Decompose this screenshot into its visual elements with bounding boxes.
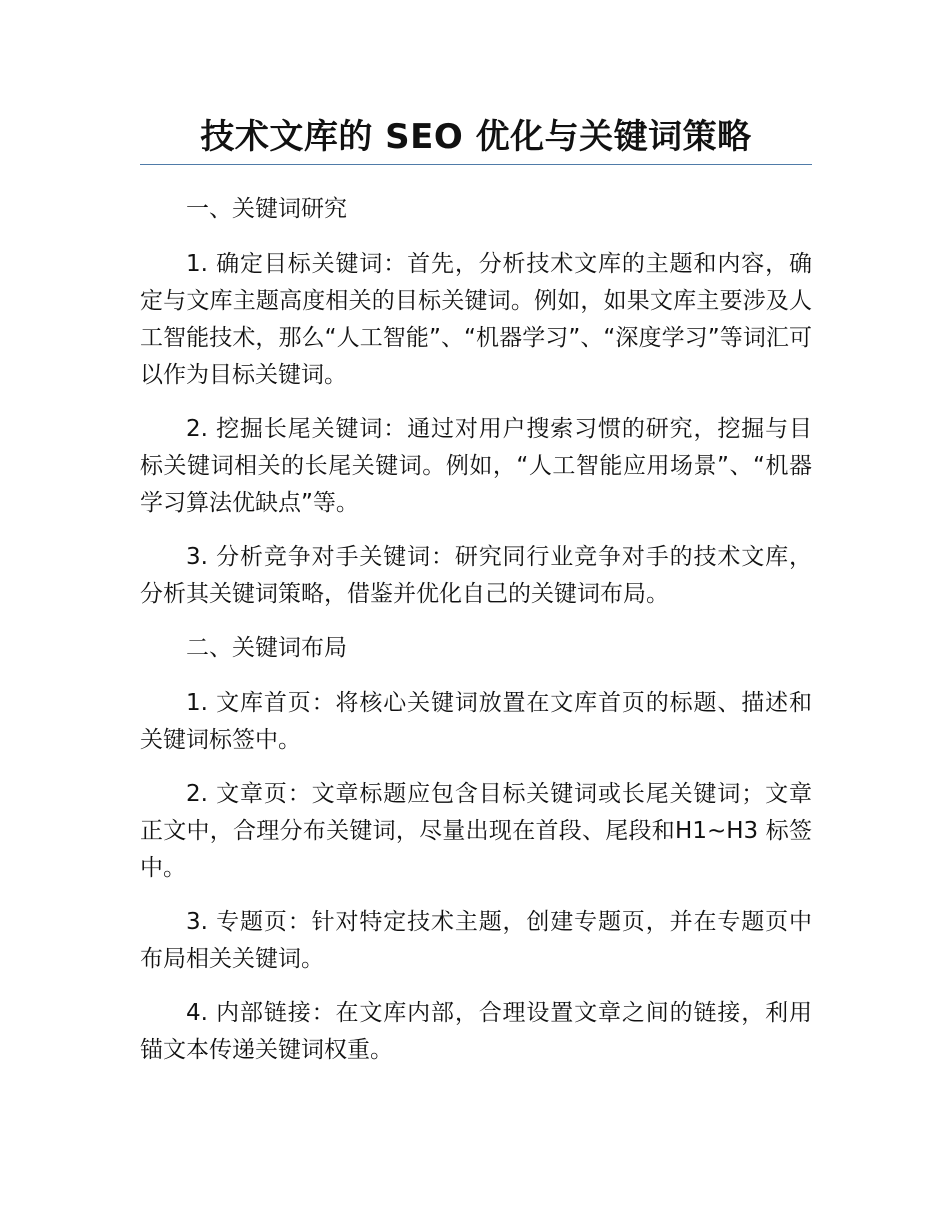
document-page — [140, 0, 812, 1086]
section-heading: 一、关键词研究 — [186, 196, 347, 222]
paragraph: 1. 文库首页：将核心关键词放置在文库首页的标题、描述和关键词标签中。 — [140, 690, 812, 753]
paragraph: 2. 挖掘长尾关键词：通过对用户搜索习惯的研究，挖掘与目标关键词相关的长尾关键词。例如，“人工智能应用场景”、“机器学习算法优缺点”等。 — [140, 416, 812, 516]
paragraph: 1. 确定目标关键词：首先，分析技术文库的主题和内容，确定与文库主题高度相关的目标关键词。例如，如果文库主要涉及人工智能技术，那么“人工智能”、“机器学习”、“深度学习”等词汇可以作为目标关键词。 — [140, 251, 812, 388]
paragraph: 3. 分析竞争对手关键词：研究同行业竞争对手的技术文库，分析其关键词策略，借鉴并优化自己的关键词布局。 — [140, 544, 812, 607]
paragraph: 3. 专题页：针对特定技术主题，创建专题页，并在专题页中布局相关关键词。 — [140, 909, 812, 972]
paragraph: 4. 内部链接：在文库内部，合理设置文章之间的链接，利用锚文本传递关键词权重。 — [140, 1000, 812, 1063]
document-body — [140, 191, 812, 1069]
title-underline — [140, 164, 812, 165]
section-heading: 二、关键词布局 — [186, 635, 347, 661]
paragraph: 2. 文章页：文章标题应包含目标关键词或长尾关键词；文章正文中，合理分布关键词，尽量出现在首段、尾段和H1~H3 标签中。 — [140, 781, 812, 881]
document-title: 技术文库的 SEO 优化与关键词策略 — [200, 117, 752, 157]
